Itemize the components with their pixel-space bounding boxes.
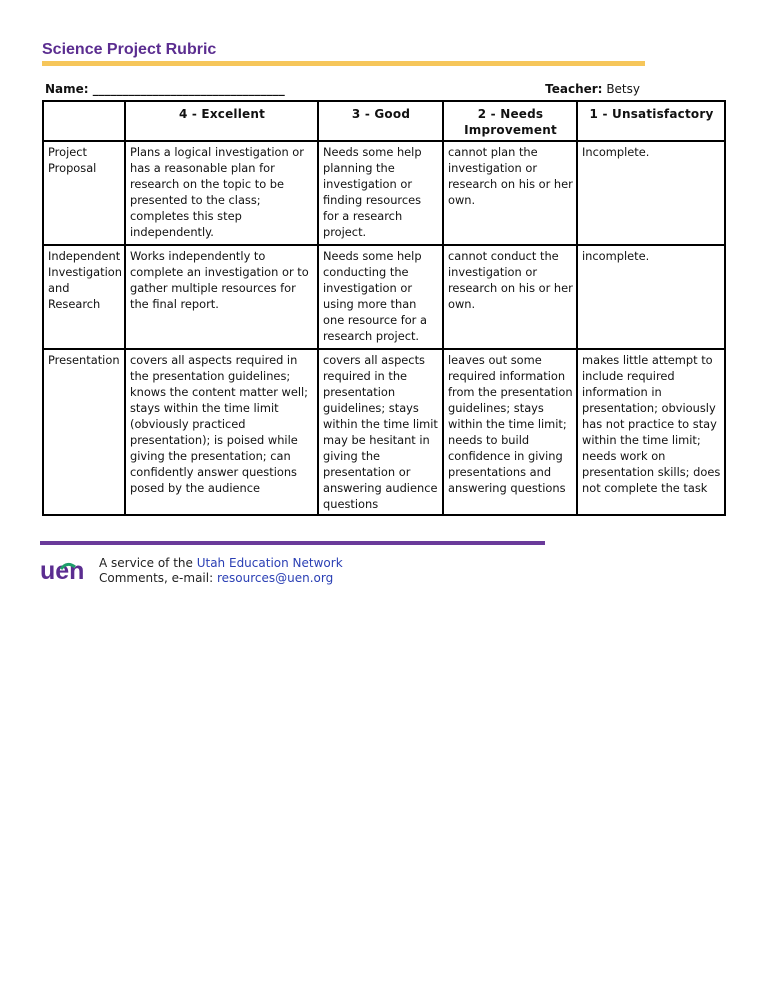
uen-logo (40, 557, 92, 585)
rubric-cell: cannot conduct the investigation or research on his or her own. (443, 245, 577, 349)
criterion-cell: Project Proposal (43, 141, 125, 245)
title-underline (42, 61, 645, 66)
name-blank: ________________________________ (92, 82, 285, 96)
footer-credits (99, 556, 343, 586)
header-cell-excellent: 4 - Excellent (125, 101, 318, 141)
header-cell-unsatisfactory: 1 - Unsatisfactory (577, 101, 725, 141)
rubric-cell: covers all aspects required in the presentation guidelines; knows the content matter well; stays within the time limit (obviously practiced presentation); is poised while giving the presentation; can confidently answer questions posed by the audience (125, 349, 318, 515)
uen-logo-text: uen (40, 557, 85, 585)
page-title: Science Project Rubric (42, 41, 217, 58)
rubric-cell: leaves out some required information from the presentation guidelines; stays within the time limit; needs to build confidence in giving presentations and answering questions (443, 349, 577, 515)
rubric-cell: Plans a logical investigation or has a reasonable plan for research on the topic to be presented to the class; completes this step independently. (125, 141, 318, 245)
name-field-line (45, 82, 285, 96)
footer-divider (40, 541, 545, 545)
header-cell-empty (43, 101, 125, 141)
comments-prefix: Comments, e-mail: (99, 571, 217, 585)
rubric-cell: makes little attempt to include required information in presentation; obviously has not practice to stay within the time limit; needs work on presentation skills; does not complete the task (577, 349, 725, 515)
rubric-cell: Needs some help planning the investigation or finding resources for a research project. (318, 141, 443, 245)
table-row (43, 141, 725, 245)
service-prefix: A service of the (99, 556, 197, 570)
teacher-field-line (545, 82, 640, 96)
rubric-table (42, 100, 726, 516)
criterion-cell: Presentation (43, 349, 125, 515)
rubric-cell: incomplete. (577, 245, 725, 349)
rubric-cell: cannot plan the investigation or research on his or her own. (443, 141, 577, 245)
header-cell-needs-improvement: 2 - Needs Improvement (443, 101, 577, 141)
comments-line (99, 571, 343, 586)
table-row (43, 245, 725, 349)
header-cell-good: 3 - Good (318, 101, 443, 141)
table-row (43, 349, 725, 515)
teacher-value: Betsy (606, 82, 640, 96)
rubric-cell: covers all aspects required in the presentation guidelines; stays within the time limit may be hesitant in giving the presentation or answering audience questions (318, 349, 443, 515)
name-label: Name: (45, 82, 89, 96)
criterion-cell: Independent Investigation and Research (43, 245, 125, 349)
rubric-cell: Works independently to complete an investigation or to gather multiple resources for the final report. (125, 245, 318, 349)
rubric-cell: Needs some help conducting the investigation or using more than one resource for a research project. (318, 245, 443, 349)
service-line (99, 556, 343, 571)
rubric-cell: Incomplete. (577, 141, 725, 245)
teacher-label: Teacher: (545, 82, 603, 96)
header-row (43, 101, 725, 141)
email-link[interactable]: resources@uen.org (216, 571, 334, 585)
uen-link[interactable]: Utah Education Network (196, 556, 343, 570)
